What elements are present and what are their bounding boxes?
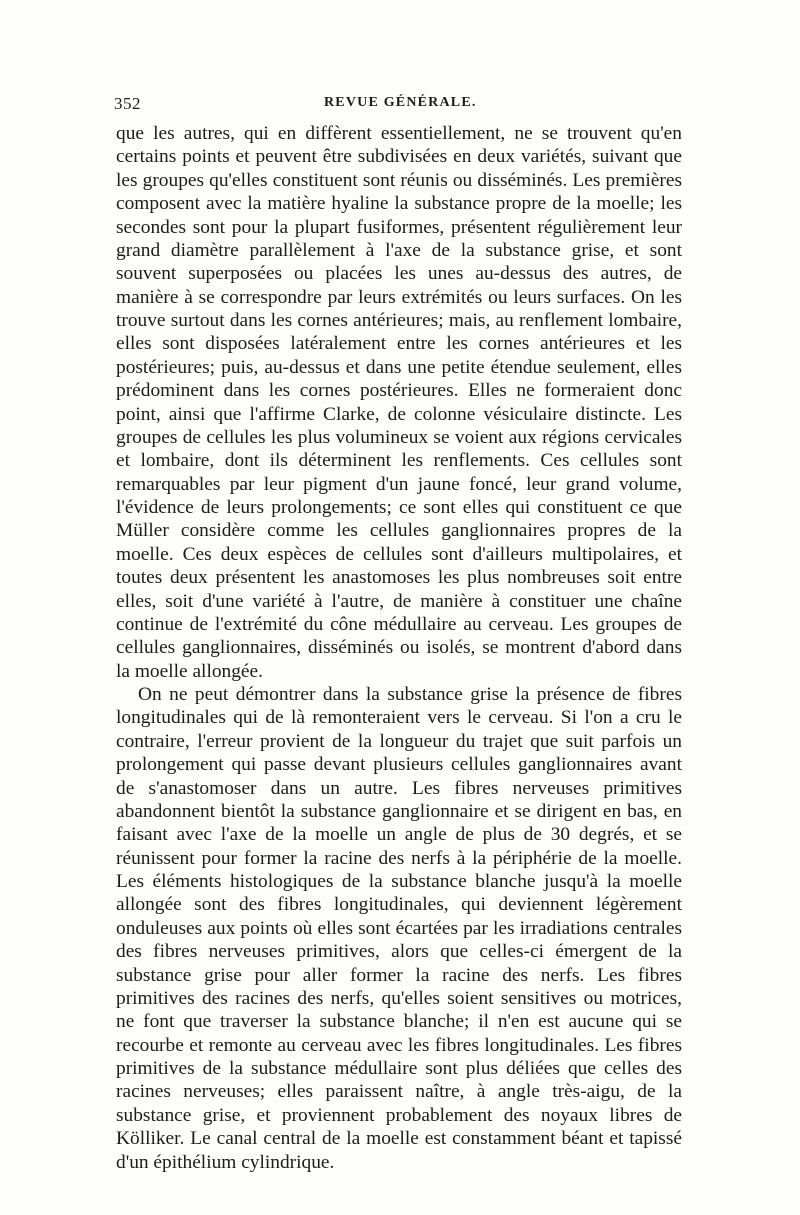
body-text [116, 122, 682, 1174]
running-title: REVUE GÉNÉRALE. [324, 95, 477, 110]
paragraph-continued: que les autres, qui en diffèrent essentiellement, ne se trouvent qu'en certains points et peuvent être subdivisées en deux variétés, suivant que les groupes qu'elles constituent sont réunis ou disséminés. Les premières composent avec la matière hyaline la substance propre de la moelle; les secondes sont pour la plupart fusiformes, présentent régulièrement leur grand diamètre parallèlement à l'axe de la substance grise, et sont souvent superposées ou placées les unes au-dessus des autres, de manière à se correspondre par leurs extrémités ou leurs surfaces. On les trouve surtout dans les cornes antérieures; mais, au renflement lombaire, elles sont disposées latéralement entre les cornes antérieures et les postérieures; puis, au-dessus et dans une petite étendue seulement, elles prédominent dans les cornes postérieures. Elles ne formeraient donc point, ainsi que l'affirme Clarke, de colonne vésiculaire distincte. Les groupes de cellules les plus volumineux se voient aux régions cervicales et lombaire, dont ils déterminent les renflements. Ces cellules sont remarquables par leur pigment d'un jaune foncé, leur grand volume, l'évidence de leurs prolongements; ce sont elles qui constituent ce que Müller considère comme les cellules ganglionnaires propres de la moelle. Ces deux espèces de cellules sont d'ailleurs multipolaires, et toutes deux présentent les anastomoses les plus nombreuses soit entre elles, soit d'une variété à l'autre, de manière à constituer une chaîne continue de l'extrémité du cône médullaire au cerveau. Les groupes de cellules ganglionnaires, disséminés ou isolés, se montrent d'abord dans la moelle allongée. [116, 123, 682, 682]
paragraph-fibres: On ne peut démontrer dans la substance grise la présence de fibres longitudinales qui de là remonteraient vers le cerveau. Si l'on a cru le contraire, l'erreur provient de la longueur du trajet que suit parfois un prolongement qui passe devant plusieurs cellules ganglionnaires avant de s'anastomoser dans un autre. Les fibres nerveuses primitives abandonnent bientôt la substance ganglionnaire et se dirigent en bas, en faisant avec l'axe de la moelle un angle de plus de 30 degrés, et se réunissent pour former la racine des nerfs à la périphérie de la moelle. Les éléments histologiques de la substance blanche jusqu'à la moelle allongée sont des fibres longitudinales, qui deviennent légèrement onduleuses aux points où elles sont écartées par les irradiations centrales des fibres nerveuses primitives, alors que celles-ci émergent de la substance grise pour aller former la racine des nerfs. Les fibres primitives des racines des nerfs, qu'elles soient sensitives ou motrices, ne font que traverser la substance blanche; il n'en est aucune qui se recourbe et remonte au cerveau avec les fibres longitudinales. Les fibres primitives de la substance médullaire sont plus déliées que celles des racines nerveuses; elles paraissent naître, à angle très-aigu, de la substance grise, et proviennent probablement des noyaux libres de Kölliker. Le canal central de la moelle est constamment béant et tapissé d'un épithélium cylindrique. [116, 684, 682, 1173]
page-number: 352 [114, 94, 141, 113]
running-head [114, 94, 686, 118]
